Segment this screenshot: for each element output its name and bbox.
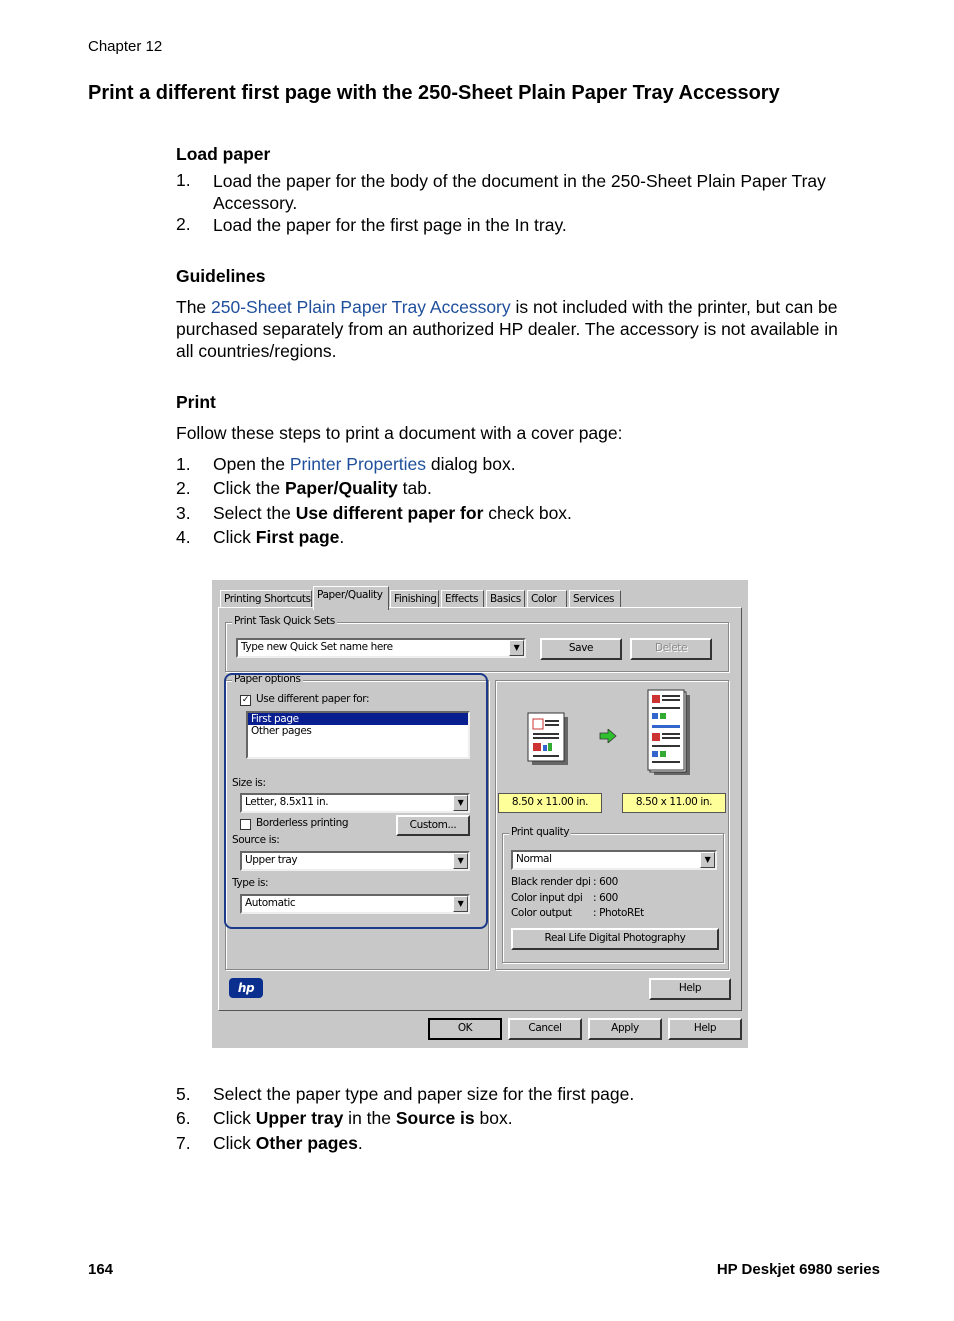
load-paper-heading: Load paper [176, 144, 271, 164]
step-text: Click the Paper/Quality tab. [213, 478, 432, 498]
tab-basics[interactable]: Basics [486, 590, 525, 608]
guidelines-text: is not included with the printer, but can be [510, 297, 838, 317]
preview-group [495, 680, 729, 970]
other-pages-size-box: 8.50 x 11.00 in. [622, 793, 726, 813]
step-number: 2. [176, 478, 191, 498]
chevron-down-icon[interactable]: ▼ [453, 853, 468, 869]
real-life-photography-button[interactable]: Real Life Digital Photography [511, 928, 719, 950]
color-dpi-label: Color input dpi [511, 892, 583, 904]
page-preview-icon [526, 711, 570, 767]
black-dpi-label: Black render dpi [511, 876, 591, 888]
quick-sets-group [225, 615, 729, 672]
print-heading: Print [176, 392, 216, 412]
hp-logo: hp [229, 978, 263, 998]
page-title: Print a different first page with the 250-Sheet Plain Paper Tray Accessory [88, 82, 780, 104]
chapter-label: Chapter 12 [88, 38, 163, 55]
step-number: 2. [176, 214, 191, 234]
guidelines-paragraph [176, 296, 838, 362]
step-text: Click First page. [213, 527, 345, 547]
page-stack-preview-icon [646, 689, 692, 777]
print-quality-group [502, 826, 724, 963]
black-dpi-value: : 600 [593, 876, 618, 888]
step-number: 3. [176, 503, 191, 523]
chevron-down-icon[interactable]: ▼ [453, 795, 468, 811]
chevron-down-icon[interactable]: ▼ [453, 896, 468, 912]
print-intro: Follow these steps to print a document with a cover page: [176, 423, 623, 443]
step-text: Select the Use different paper for check box. [213, 503, 572, 523]
color-dpi-value: : 600 [593, 892, 618, 904]
quick-set-combo[interactable]: Type new Quick Set name here ▼ [236, 638, 526, 658]
step-text-continued: Accessory. [213, 193, 298, 213]
chevron-down-icon[interactable]: ▼ [700, 852, 715, 868]
step-number: 4. [176, 527, 191, 547]
source-label: Source is: [232, 834, 280, 846]
delete-button[interactable]: Delete [630, 638, 712, 660]
step-text: Open the Printer Properties dialog box. [213, 454, 516, 474]
tab-panel [218, 607, 742, 1011]
step-number: 6. [176, 1108, 191, 1128]
list-item-first-page[interactable]: First page [248, 713, 468, 725]
type-label: Type is: [232, 877, 269, 889]
step-number: 7. [176, 1133, 191, 1153]
apply-button[interactable]: Apply [588, 1018, 662, 1040]
save-button[interactable]: Save [540, 638, 622, 660]
paper-options-label: Paper options [234, 673, 301, 685]
ok-button[interactable]: OK [428, 1018, 502, 1040]
page-number: 164 [88, 1261, 114, 1278]
step-text: Load the paper for the body of the document in the 250-Sheet Plain Paper Tray [213, 171, 826, 191]
help-inner-button[interactable]: Help [649, 978, 731, 1000]
guidelines-text: all countries/regions. [176, 341, 337, 361]
cancel-button[interactable]: Cancel [508, 1018, 582, 1040]
size-label: Size is: [232, 777, 266, 789]
tab-paper-quality[interactable]: Paper/Quality [313, 586, 389, 610]
step-text: Click Other pages. [213, 1133, 363, 1153]
printer-properties-dialog [212, 580, 748, 1048]
help-button[interactable]: Help [668, 1018, 742, 1040]
source-select[interactable]: Upper tray ▼ [240, 851, 470, 871]
product-name: HP Deskjet 6980 series [716, 1261, 880, 1278]
step-text: Load the paper for the first page in the In tray. [213, 215, 567, 235]
type-select[interactable]: Automatic ▼ [240, 894, 470, 914]
highlight-outline [224, 673, 488, 929]
accessory-link[interactable]: 250-Sheet Plain Paper Tray Accessory [211, 297, 511, 317]
guidelines-heading: Guidelines [176, 266, 266, 286]
color-output-value: : PhotoREt [593, 907, 644, 919]
chevron-down-icon[interactable]: ▼ [509, 640, 524, 656]
list-item-other-pages[interactable]: Other pages [251, 725, 312, 737]
step-number: 1. [176, 170, 191, 190]
size-select[interactable]: Letter, 8.5x11 in. ▼ [240, 793, 470, 813]
print-quality-label: Print quality [511, 826, 570, 838]
guidelines-text: purchased separately from an authorized HP dealer. The accessory is not available in [176, 319, 838, 339]
tab-color[interactable]: Color [527, 590, 567, 608]
guidelines-text: The [176, 297, 212, 317]
use-different-label: Use different paper for: [256, 693, 370, 705]
tab-effects[interactable]: Effects [441, 590, 484, 608]
custom-button[interactable]: Custom... [396, 815, 470, 836]
step-text: Click Upper tray in the Source is box. [213, 1108, 513, 1128]
use-different-checkbox[interactable]: ✓ [241, 695, 250, 705]
step-text: Select the paper type and paper size for the first page. [213, 1084, 635, 1104]
first-page-size-box: 8.50 x 11.00 in. [498, 793, 602, 813]
quick-sets-label: Print Task Quick Sets [234, 615, 335, 627]
quality-select[interactable]: Normal ▼ [511, 850, 717, 870]
tab-services[interactable]: Services [569, 590, 621, 608]
step-number: 1. [176, 454, 191, 474]
tab-finishing[interactable]: Finishing [390, 590, 439, 608]
printer-properties-link[interactable]: Printer Properties [289, 454, 427, 474]
step-number: 5. [176, 1084, 191, 1104]
arrow-right-icon [599, 729, 617, 743]
borderless-label: Borderless printing [256, 817, 349, 829]
color-output-label: Color output [511, 907, 572, 919]
tab-printing-shortcuts[interactable]: Printing Shortcuts [220, 590, 312, 608]
